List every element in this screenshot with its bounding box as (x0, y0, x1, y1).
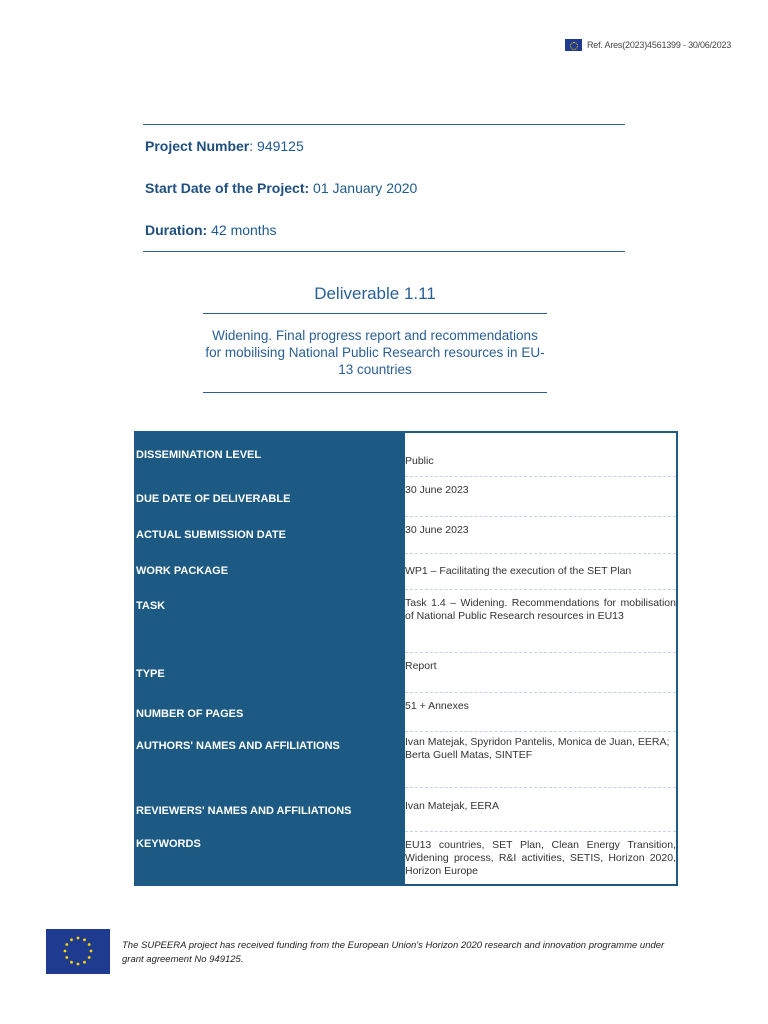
start-date-value: 01 January 2020 (309, 180, 418, 196)
deliverable-title: Deliverable 1.11 (314, 284, 436, 303)
row-label: DISSEMINATION LEVEL (135, 432, 405, 476)
deliverable-subtitle: Widening. Final progress report and recommendations for mobilising National Public Research resources in EU-13 countries (205, 328, 545, 377)
row-value: Public (405, 454, 434, 467)
row-label: ACTUAL SUBMISSION DATE (135, 516, 405, 553)
duration-label: Duration: (145, 222, 208, 238)
row-value: Task 1.4 – Widening. Recommendations for mobilisation of National Public Research resources in EU13 (405, 589, 677, 652)
row-label: REVIEWERS' NAMES AND AFFILIATIONS (135, 787, 405, 831)
project-start-date (145, 180, 417, 196)
eu-flag-icon (565, 39, 582, 51)
row-value: Report (405, 652, 677, 692)
row-label: NUMBER OF PAGES (135, 692, 405, 731)
row-label: DUE DATE OF DELIVERABLE (135, 476, 405, 516)
row-value (405, 731, 677, 787)
project-duration (145, 222, 276, 238)
reference-stamp (565, 39, 731, 51)
project-number-label: Project Number (145, 138, 250, 154)
divider-title (203, 313, 547, 314)
row-value: 51 + Annexes (405, 692, 677, 731)
deliverable-info-table (134, 431, 678, 886)
row-label: TASK (135, 589, 405, 652)
divider-meta-bottom (143, 251, 625, 252)
table-row (135, 589, 677, 652)
table-row (135, 516, 677, 553)
authors-line-2: Berta Guell Matas, SINTEF (405, 748, 533, 761)
funding-statement: The SUPEERA project has received funding from the European Union's Horizon 2020 research and innovation programme under grant agreement No 949125. (122, 940, 665, 965)
table-row (135, 432, 677, 476)
divider-top (143, 124, 625, 125)
eu-flag-icon (46, 929, 110, 974)
row-label: WORK PACKAGE (135, 553, 405, 589)
table-row (135, 731, 677, 787)
eu-stars-icon (46, 929, 110, 974)
project-number (145, 138, 304, 154)
row-label: TYPE (135, 652, 405, 692)
row-value: Ivan Matejak, EERA (405, 787, 677, 831)
project-number-value: : 949125 (249, 138, 304, 154)
row-label: KEYWORDS (135, 831, 405, 885)
row-value: WP1 – Facilitating the execution of the SET Plan (405, 553, 677, 589)
row-value: 30 June 2023 (405, 476, 677, 516)
table-row (135, 553, 677, 589)
row-value: 30 June 2023 (405, 516, 677, 553)
table-row (135, 787, 677, 831)
table-row (135, 831, 677, 885)
authors-line-1: Ivan Matejak, Spyridon Pantelis, Monica de Juan, EERA; (405, 735, 670, 748)
start-date-label: Start Date of the Project: (145, 180, 310, 196)
row-label: AUTHORS' NAMES AND AFFILIATIONS (135, 731, 405, 787)
table-row (135, 476, 677, 516)
table-row (135, 652, 677, 692)
divider-subtitle (203, 392, 547, 393)
table-row (135, 692, 677, 731)
row-value: EU13 countries, SET Plan, Clean Energy Transition, Widening process, R&I activities, SETIS, Horizon 2020, Horizon Europe (405, 831, 677, 885)
duration-value: 42 months (207, 222, 277, 238)
reference-text: Ref. Ares(2023)4561399 - 30/06/2023 (587, 40, 732, 50)
